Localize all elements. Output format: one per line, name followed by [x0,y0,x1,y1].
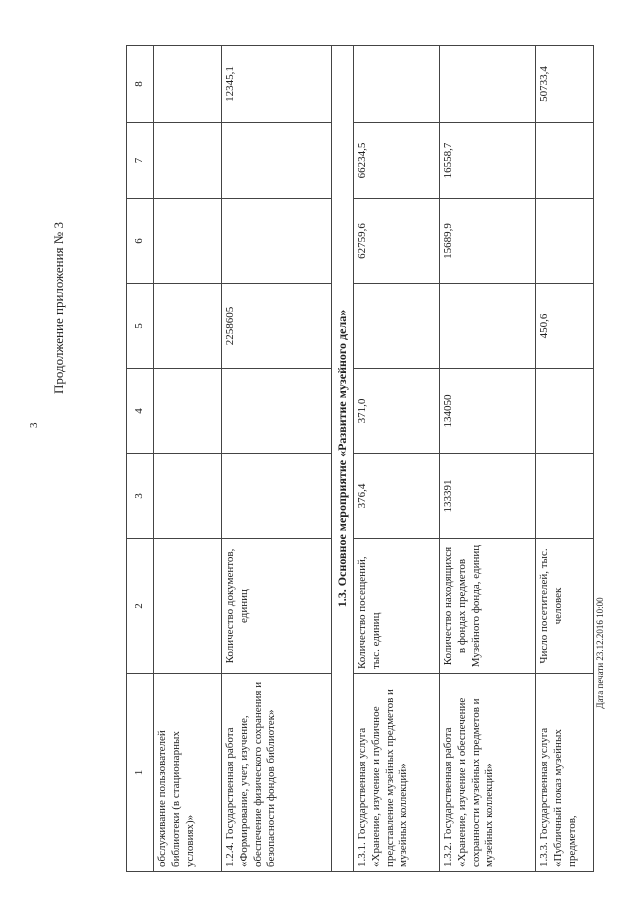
column-number: 2 [127,539,154,674]
value-cell [154,284,222,369]
appendix-heading: Продолжение приложения № 3 [51,222,66,394]
value-cell [536,454,594,539]
value-cell: 62759,6 [354,199,440,284]
column-number: 4 [127,369,154,454]
indicator-cell: Количество находящихся в фондах предметов Музейного фонда, единиц [440,539,536,674]
section-title: 1.3. Основное мероприятие «Развитие музейного дела» [332,46,354,872]
value-cell [536,123,594,199]
table-row [222,46,332,872]
column-number: 8 [127,46,154,123]
service-name-cell: 1.2.4. Государственная работа «Формирование, учет, изучение, обеспечение физического сохранения и безопасности фондов библиотек» [222,674,332,872]
table-row [536,46,594,872]
service-name-cell: обслуживание пользователей библиотеки (в стационарных условиях)» [154,674,222,872]
value-cell: 2258605 [222,284,332,369]
column-number: 7 [127,123,154,199]
value-cell: 450,6 [536,284,594,369]
table-row [440,46,536,872]
indicators-table [126,45,594,872]
page-number: 3 [28,422,40,428]
print-date: Дата печати 23.12.2016 10:00 [595,597,605,709]
indicator-cell [154,539,222,674]
value-cell [354,284,440,369]
value-cell [154,123,222,199]
section-row [332,46,354,872]
column-number: 3 [127,454,154,539]
value-cell [154,199,222,284]
indicator-cell: Число посетителей, тыс. человек [536,539,594,674]
table-row [154,46,222,872]
value-cell [222,123,332,199]
value-cell: 66234,5 [354,123,440,199]
column-number-row [127,46,154,872]
value-cell: 50733,4 [536,46,594,123]
column-number: 5 [127,284,154,369]
value-cell [536,369,594,454]
value-cell [536,199,594,284]
value-cell: 371,0 [354,369,440,454]
table-row [354,46,440,872]
value-cell [154,454,222,539]
value-cell [354,46,440,123]
service-name-cell: 1.3.1. Государственная услуга «Хранение, изучение и публичное представление музейных предметов и музейных коллекций» [354,674,440,872]
value-cell: 133391 [440,454,536,539]
value-cell [154,369,222,454]
value-cell: 376,4 [354,454,440,539]
column-number: 6 [127,199,154,284]
indicator-cell: Количество посещений, тыс. единиц [354,539,440,674]
value-cell [440,284,536,369]
value-cell [222,454,332,539]
service-name-cell: 1.3.2. Государственная работа «Хранение, изучение и обеспечение сохранности музейных предметов и музейных коллекций» [440,674,536,872]
value-cell [222,369,332,454]
rotated-table-container [126,46,594,872]
value-cell: 134050 [440,369,536,454]
value-cell: 15689,9 [440,199,536,284]
service-name-cell: 1.3.3. Государственная услуга «Публичный показ музейных предметов, [536,674,594,872]
value-cell [222,199,332,284]
value-cell [154,46,222,123]
value-cell [440,46,536,123]
indicator-cell: Количество документов, единиц [222,539,332,674]
column-number: 1 [127,674,154,872]
value-cell: 12345,1 [222,46,332,123]
value-cell: 16558,7 [440,123,536,199]
